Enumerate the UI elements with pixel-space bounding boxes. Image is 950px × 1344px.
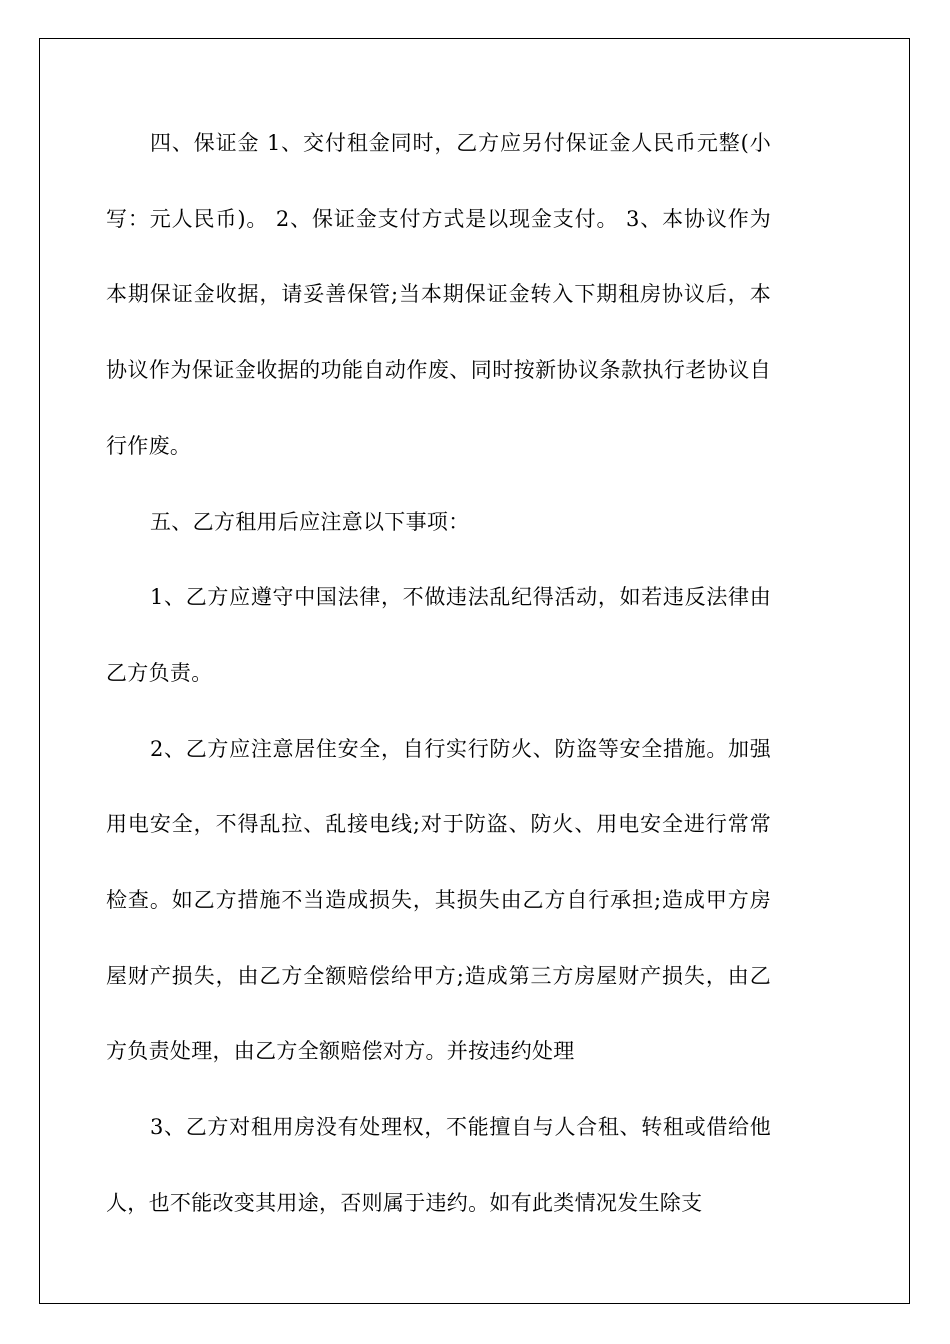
paragraph-item-3: 3、乙方对租用房没有处理权，不能擅自与人合租、转租或借给他人，也不能改变其用途，否则属于违约。如有此类情况发生除支 bbox=[106, 1115, 771, 1215]
paragraph-item-1: 1、乙方应遵守中国法律，不做违法乱纪得活动，如若违反法律由乙方负责。 bbox=[106, 585, 771, 685]
paragraph-item-2: 2、乙方应注意居住安全，自行实行防火、防盗等安全措施。加强用电安全，不得乱拉、乱接电线;对于防盗、防火、用电安全进行常常检查。如乙方措施不当造成损失，其损失由乙方自行承担;造成甲方房屋财产损失，由乙方全额赔偿给甲方;造成第三方房屋财产损失，由乙方负责处理，由乙方全额赔偿对方。并按违约处理 bbox=[106, 736, 771, 1064]
paragraph-deposit: 四、保证金 1、交付租金同时，乙方应另付保证金人民币元整(小写：元人民币)。 2、保证金支付方式是以现金支付。 3、本协议作为本期保证金收据，请妥善保管;当本期保证金转入下期租房协议后，本协议作为保证金收据的功能自动作废、同时按新协议条款执行老协议自行作废。 bbox=[106, 131, 771, 458]
paragraph-notice-heading: 五、乙方租用后应注意以下事项： bbox=[150, 509, 470, 534]
document-body bbox=[106, 106, 771, 1242]
